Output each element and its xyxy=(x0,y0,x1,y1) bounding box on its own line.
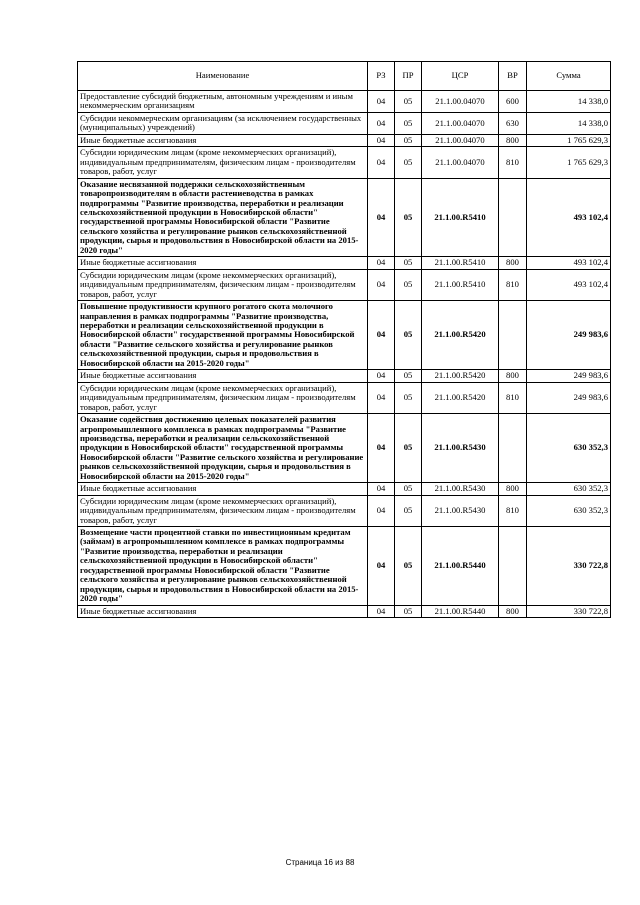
cell-name: Субсидии юридическим лицам (кроме некоммерческих организаций), индивидуальным предпринимателям, физическим лицам - производителям товаров, работ, услуг xyxy=(78,147,368,178)
cell-name: Субсидии юридическим лицам (кроме некоммерческих организаций), индивидуальным предпринимателям, физическим лицам - производителям товаров, работ, услуг xyxy=(78,495,368,526)
cell-pr: 05 xyxy=(395,527,422,606)
cell-vr: 800 xyxy=(499,483,527,495)
cell-csr: 21.1.00.04070 xyxy=(422,134,499,146)
cell-rz: 04 xyxy=(368,112,395,134)
cell-rz: 04 xyxy=(368,605,395,617)
cell-csr: 21.1.00.04070 xyxy=(422,147,499,178)
cell-name: Оказание содействия достижению целевых показателей развития агропромышленного комплекса в рамках подпрограммы "Развитие производства, переработки и реализации сельскохозяйственной продукции в Новосибирской области" государственной программы Новосибирской области "Развитие сельского хозяйства и регулирование рынков сельскохозяйственной продукции, сырья и продовольствия в Новосибирской области на 2015-2020 годы" xyxy=(78,414,368,483)
cell-sum: 1 765 629,3 xyxy=(527,147,611,178)
cell-sum: 330 722,8 xyxy=(527,605,611,617)
cell-name: Оказание несвязанной поддержки сельскохозяйственным товаропроизводителям в области растениеводства в рамках подпрограммы "Развитие производства, переработки и реализации сельскохозяйственной продукции в Новосибирской области" государственной программы Новосибирской области "Развитие сельского хозяйства и регулирование рынков сельскохозяйственной продукции, сырья и продовольствия в Новосибирской области на 2015-2020 годы" xyxy=(78,178,368,257)
cell-csr: 21.1.00.R5440 xyxy=(422,527,499,606)
table-row xyxy=(78,91,611,113)
cell-pr: 05 xyxy=(395,147,422,178)
table-header-row xyxy=(78,62,611,91)
cell-vr: 810 xyxy=(499,382,527,413)
cell-vr xyxy=(499,301,527,370)
cell-csr: 21.1.00.R5410 xyxy=(422,257,499,269)
cell-sum: 1 765 629,3 xyxy=(527,134,611,146)
cell-pr: 05 xyxy=(395,605,422,617)
table-row xyxy=(78,370,611,382)
cell-vr: 800 xyxy=(499,134,527,146)
cell-pr: 05 xyxy=(395,370,422,382)
table-body xyxy=(78,91,611,618)
cell-rz: 04 xyxy=(368,134,395,146)
cell-sum: 630 352,3 xyxy=(527,495,611,526)
table-row xyxy=(78,112,611,134)
cell-name: Возмещение части процентной ставки по инвестиционным кредитам (займам) в агропромышленном комплексе в рамках подпрограммы "Развитие производства, переработки и реализации сельскохозяйственной продукции в Новосибирской области" государственной программы Новосибирской области "Развитие сельского хозяйства и регулирование рынков сельскохозяйственной продукции, сырья и продовольствия в Новосибирской области на 2015-2020 годы" xyxy=(78,527,368,606)
cell-pr: 05 xyxy=(395,495,422,526)
cell-sum: 249 983,6 xyxy=(527,382,611,413)
table-row xyxy=(78,495,611,526)
cell-rz: 04 xyxy=(368,483,395,495)
cell-pr: 05 xyxy=(395,178,422,257)
cell-name: Иные бюджетные ассигнования xyxy=(78,605,368,617)
cell-sum: 249 983,6 xyxy=(527,370,611,382)
cell-pr: 05 xyxy=(395,91,422,113)
cell-pr: 05 xyxy=(395,414,422,483)
cell-name: Субсидии юридическим лицам (кроме некоммерческих организаций), индивидуальным предпринимателям, физическим лицам - производителям товаров, работ, услуг xyxy=(78,382,368,413)
table-row xyxy=(78,483,611,495)
cell-sum: 330 722,8 xyxy=(527,527,611,606)
cell-csr: 21.1.00.R5430 xyxy=(422,414,499,483)
cell-vr: 810 xyxy=(499,147,527,178)
cell-sum: 630 352,3 xyxy=(527,414,611,483)
budget-table xyxy=(77,61,611,618)
header-pr: ПР xyxy=(395,62,422,91)
table-row xyxy=(78,414,611,483)
cell-sum: 14 338,0 xyxy=(527,91,611,113)
cell-name: Иные бюджетные ассигнования xyxy=(78,483,368,495)
cell-sum: 249 983,6 xyxy=(527,301,611,370)
cell-rz: 04 xyxy=(368,495,395,526)
cell-rz: 04 xyxy=(368,370,395,382)
header-sum: Сумма xyxy=(527,62,611,91)
cell-csr: 21.1.00.R5440 xyxy=(422,605,499,617)
cell-csr: 21.1.00.R5420 xyxy=(422,370,499,382)
cell-rz: 04 xyxy=(368,147,395,178)
cell-csr: 21.1.00.R5410 xyxy=(422,269,499,300)
table-row xyxy=(78,301,611,370)
cell-vr xyxy=(499,178,527,257)
cell-name: Иные бюджетные ассигнования xyxy=(78,134,368,146)
cell-vr xyxy=(499,414,527,483)
table-row xyxy=(78,178,611,257)
cell-csr: 21.1.00.R5430 xyxy=(422,495,499,526)
cell-pr: 05 xyxy=(395,483,422,495)
cell-pr: 05 xyxy=(395,382,422,413)
cell-rz: 04 xyxy=(368,301,395,370)
cell-vr: 600 xyxy=(499,91,527,113)
cell-name: Иные бюджетные ассигнования xyxy=(78,257,368,269)
cell-pr: 05 xyxy=(395,269,422,300)
cell-sum: 630 352,3 xyxy=(527,483,611,495)
cell-sum: 493 102,4 xyxy=(527,269,611,300)
table-row xyxy=(78,147,611,178)
cell-rz: 04 xyxy=(368,382,395,413)
cell-pr: 05 xyxy=(395,257,422,269)
table-row xyxy=(78,605,611,617)
cell-rz: 04 xyxy=(368,178,395,257)
cell-vr xyxy=(499,527,527,606)
cell-sum: 493 102,4 xyxy=(527,178,611,257)
header-vr: ВР xyxy=(499,62,527,91)
cell-rz: 04 xyxy=(368,91,395,113)
cell-csr: 21.1.00.R5430 xyxy=(422,483,499,495)
table-row xyxy=(78,257,611,269)
cell-name: Иные бюджетные ассигнования xyxy=(78,370,368,382)
cell-vr: 800 xyxy=(499,605,527,617)
cell-csr: 21.1.00.04070 xyxy=(422,112,499,134)
cell-csr: 21.1.00.04070 xyxy=(422,91,499,113)
cell-pr: 05 xyxy=(395,301,422,370)
cell-sum: 493 102,4 xyxy=(527,257,611,269)
table-row xyxy=(78,269,611,300)
cell-vr: 810 xyxy=(499,495,527,526)
cell-vr: 800 xyxy=(499,370,527,382)
cell-csr: 21.1.00.R5420 xyxy=(422,382,499,413)
cell-name: Повышение продуктивности крупного рогатого скота молочного направления в рамках подпрограммы "Развитие производства, переработки и реализации сельскохозяйственной продукции в Новосибирской области" государственной программы Новосибирской области "Развитие сельского хозяйства и регулирование рынков сельскохозяйственной продукции, сырья и продовольствия в Новосибирской области на 2015-2020 годы" xyxy=(78,301,368,370)
cell-name: Субсидии некоммерческим организациям (за исключением государственных (муниципальных) учреждений) xyxy=(78,112,368,134)
cell-sum: 14 338,0 xyxy=(527,112,611,134)
cell-rz: 04 xyxy=(368,257,395,269)
header-rz: РЗ xyxy=(368,62,395,91)
cell-name: Субсидии юридическим лицам (кроме некоммерческих организаций), индивидуальным предпринимателям, физическим лицам - производителям товаров, работ, услуг xyxy=(78,269,368,300)
cell-csr: 21.1.00.R5410 xyxy=(422,178,499,257)
cell-rz: 04 xyxy=(368,414,395,483)
table-row xyxy=(78,527,611,606)
cell-rz: 04 xyxy=(368,527,395,606)
cell-pr: 05 xyxy=(395,134,422,146)
cell-name: Предоставление субсидий бюджетным, автономным учреждениям и иным некоммерческим организациям xyxy=(78,91,368,113)
header-csr: ЦСР xyxy=(422,62,499,91)
table-row xyxy=(78,134,611,146)
header-name: Наименование xyxy=(78,62,368,91)
cell-rz: 04 xyxy=(368,269,395,300)
cell-csr: 21.1.00.R5420 xyxy=(422,301,499,370)
cell-vr: 800 xyxy=(499,257,527,269)
cell-vr: 810 xyxy=(499,269,527,300)
cell-vr: 630 xyxy=(499,112,527,134)
cell-pr: 05 xyxy=(395,112,422,134)
table-row xyxy=(78,382,611,413)
page-footer: Страница 16 из 88 xyxy=(285,858,355,867)
